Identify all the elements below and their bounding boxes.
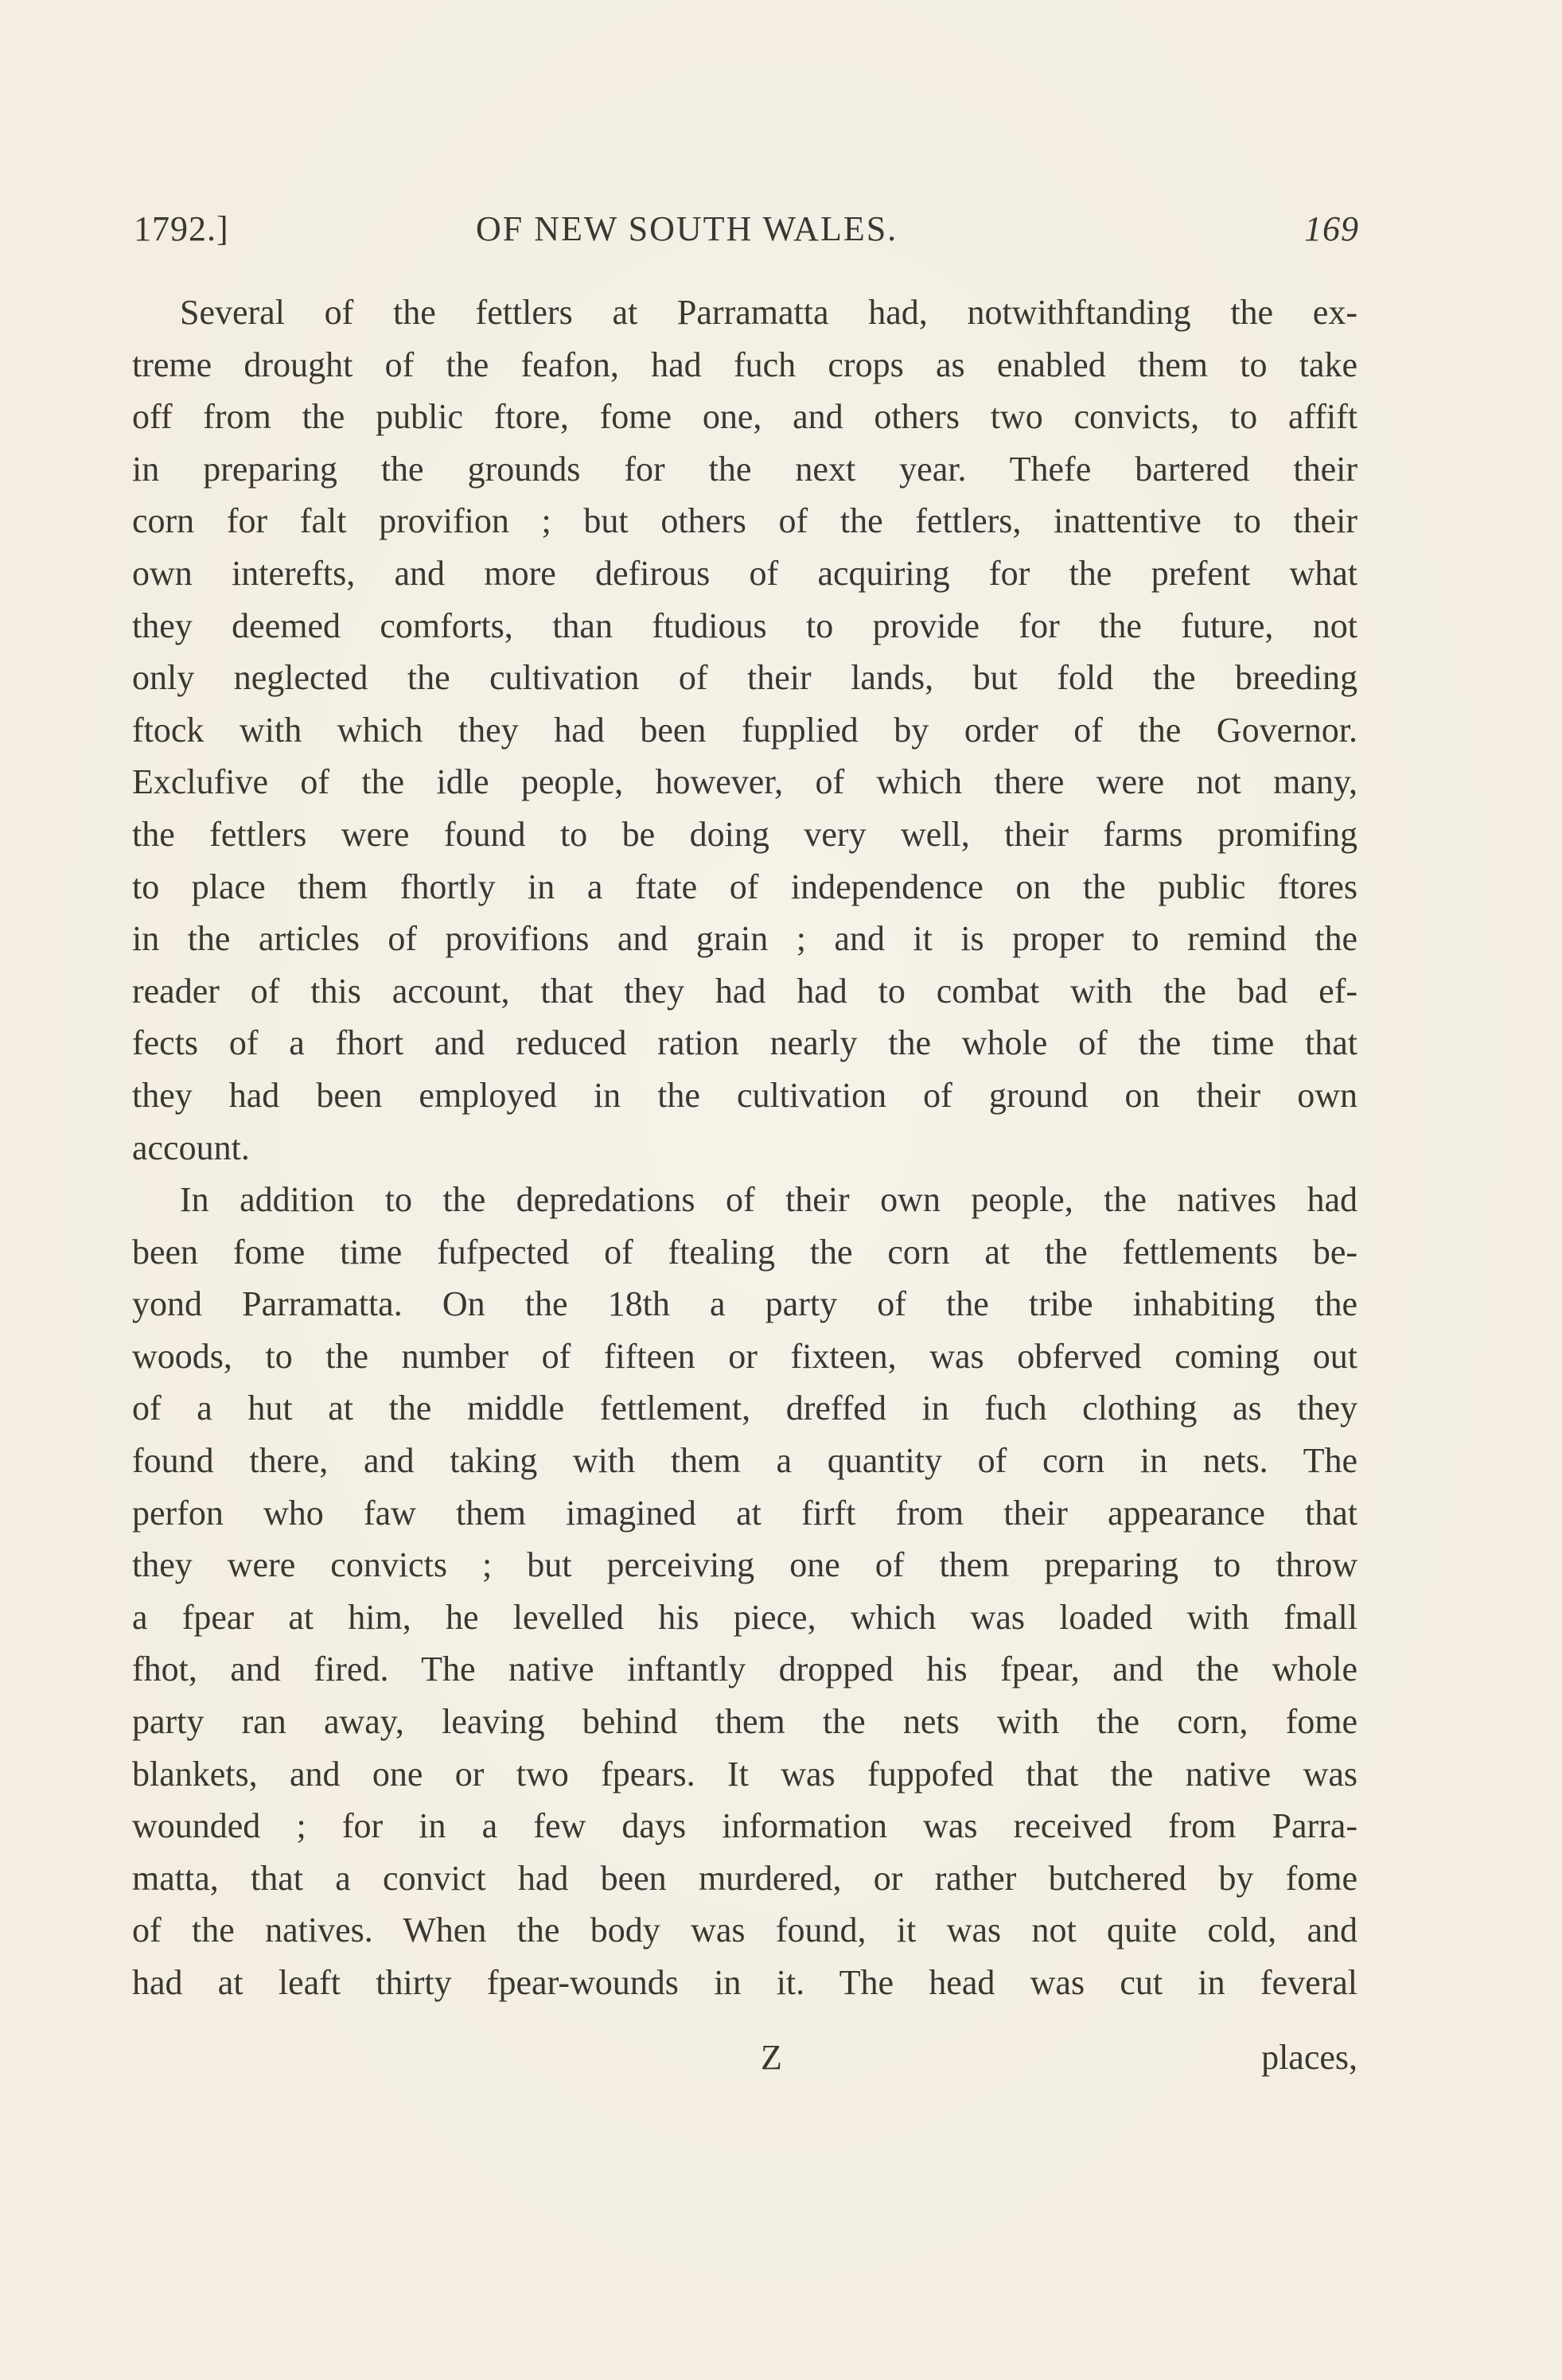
signature-mark: Z bbox=[761, 2038, 782, 2077]
text-line: been fome time fufpected of ftealing the corn at the fettlements be- bbox=[132, 1232, 1357, 1272]
catchword: places, bbox=[1261, 2038, 1357, 2077]
text-line: In addition to the depredations of their own people, the natives had bbox=[180, 1180, 1357, 1220]
text-line: Exclufive of the idle people, however, of which there were not many, bbox=[132, 762, 1357, 802]
text-line: to place them fhortly in a ftate of independence on the public ftores bbox=[132, 867, 1357, 906]
text-line: they had been employed in the cultivation of ground on their own bbox=[132, 1075, 1357, 1115]
text-line: corn for falt provifion ; but others of the fettlers, inattentive to their bbox=[132, 501, 1357, 541]
text-line: of a hut at the middle fettlement, dreffed in fuch clothing as they bbox=[132, 1389, 1357, 1428]
text-line: a fpear at him, he levelled his piece, which was loaded with fmall bbox=[132, 1597, 1357, 1637]
running-title: OF NEW SOUTH WALES. bbox=[476, 209, 898, 248]
text-line: they deemed comforts, than ftudious to provide for the future, not bbox=[132, 606, 1357, 645]
text-line: woods, to the number of fifteen or fixteen, was obferved coming out bbox=[132, 1336, 1357, 1376]
text-line: in preparing the grounds for the next year. Thefe bartered their bbox=[132, 449, 1357, 489]
body-text bbox=[132, 286, 1357, 2009]
text-line: fhot, and fired. The native inftantly dropped his fpear, and the whole bbox=[132, 1650, 1357, 1689]
text-line: account. bbox=[132, 1128, 250, 1167]
text-line: the fettlers were found to be doing very well, their farms promifing bbox=[132, 814, 1357, 854]
text-line: only neglected the cultivation of their lands, but fold the breeding bbox=[132, 658, 1357, 698]
text-line: ftock with which they had been fupplied by order of the Governor. bbox=[132, 710, 1357, 750]
text-line: they were convicts ; but perceiving one of them preparing to throw bbox=[132, 1545, 1357, 1585]
text-line: wounded ; for in a few days information was received from Parra- bbox=[132, 1806, 1357, 1846]
text-line: yond Parramatta. On the 18th a party of the tribe inhabiting the bbox=[132, 1284, 1357, 1324]
text-line: party ran away, leaving behind them the nets with the corn, fome bbox=[132, 1702, 1357, 1742]
text-line: Several of the fettlers at Parramatta had, notwithftanding the ex- bbox=[180, 293, 1357, 332]
page-footer bbox=[132, 2037, 1357, 2085]
text-line: perfon who faw them imagined at firft from their appearance that bbox=[132, 1493, 1357, 1533]
text-line: treme drought of the feafon, had fuch crops as enabled them to take bbox=[132, 345, 1357, 384]
text-line: had at leaft thirty fpear-wounds in it. The head was cut in feveral bbox=[132, 1963, 1357, 2002]
text-line: in the articles of provifions and grain ; and it is proper to remind the bbox=[132, 919, 1357, 959]
text-line: reader of this account, that they had had to combat with the bad ef- bbox=[132, 971, 1357, 1011]
page-number: 169 bbox=[1304, 209, 1359, 248]
text-line: off from the public ftore, fome one, and others two convicts, to affift bbox=[132, 397, 1357, 437]
text-line: own interefts, and more defirous of acquiring for the prefent what bbox=[132, 553, 1357, 593]
header-year: 1792.] bbox=[134, 209, 229, 248]
text-line: found there, and taking with them a quantity of corn in nets. The bbox=[132, 1441, 1357, 1481]
text-line: matta, that a convict had been murdered, or rather butchered by fome bbox=[132, 1858, 1357, 1898]
text-line: blankets, and one or two fpears. It was fuppofed that the native was bbox=[132, 1754, 1357, 1794]
text-line: fects of a fhort and reduced ration nearly the whole of the time that bbox=[132, 1023, 1357, 1063]
text-line: of the natives. When the body was found, it was not quite cold, and bbox=[132, 1911, 1357, 1950]
running-header bbox=[134, 208, 1359, 264]
